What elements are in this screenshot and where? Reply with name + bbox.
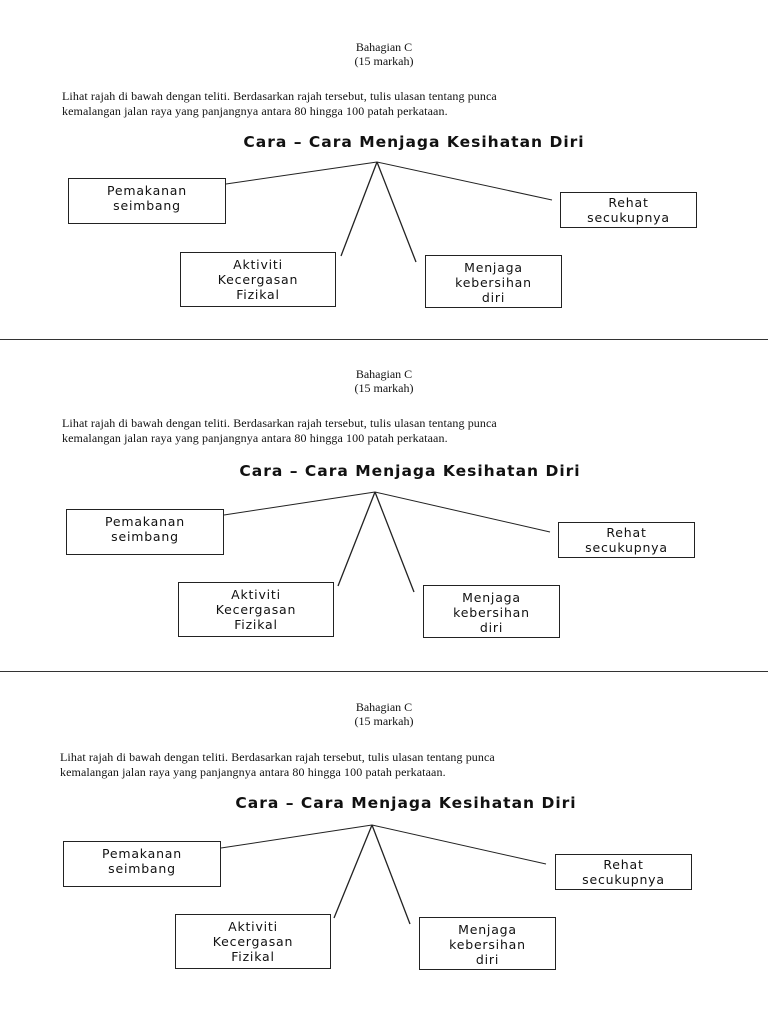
instruction-line-2: kemalangan jalan raya yang panjangnya antara 80 hingga 100 patah perkataan. xyxy=(62,104,448,118)
node-kebersihan: Menjaga kebersihan diri xyxy=(425,255,562,308)
section-marks: (15 markah) xyxy=(354,54,414,68)
section-marks: (15 markah) xyxy=(354,714,414,728)
node-pemakanan: Pemakanan seimbang xyxy=(68,178,226,224)
diagram-connectors xyxy=(0,660,768,994)
node-aktiviti: Aktiviti Kecergasan Fizikal xyxy=(175,914,331,969)
question-section-3 xyxy=(0,660,768,994)
section-title: Bahagian C xyxy=(355,40,413,54)
section-marks: (15 markah) xyxy=(354,381,414,395)
node-aktiviti: Aktiviti Kecergasan Fizikal xyxy=(180,252,336,307)
instruction-line-1: Lihat rajah di bawah dengan teliti. Berdasarkan rajah tersebut, tulis ulasan tentang punca xyxy=(62,89,497,103)
section-title: Bahagian C xyxy=(355,700,413,714)
node-rehat: Rehat secukupnya xyxy=(560,192,697,228)
diagram-title: Cara – Cara Menjaga Kesihatan Diri xyxy=(243,133,585,151)
instruction-line-1: Lihat rajah di bawah dengan teliti. Berdasarkan rajah tersebut, tulis ulasan tentang punca xyxy=(60,750,495,764)
diagram-connectors xyxy=(0,327,768,661)
diagram-title: Cara – Cara Menjaga Kesihatan Diri xyxy=(235,794,577,812)
instruction-line-2: kemalangan jalan raya yang panjangnya antara 80 hingga 100 patah perkataan. xyxy=(60,765,446,779)
diagram-title: Cara – Cara Menjaga Kesihatan Diri xyxy=(239,462,581,480)
node-kebersihan: Menjaga kebersihan diri xyxy=(423,585,560,638)
question-section-2 xyxy=(0,327,768,661)
node-pemakanan: Pemakanan seimbang xyxy=(63,841,221,887)
node-aktiviti: Aktiviti Kecergasan Fizikal xyxy=(178,582,334,637)
node-kebersihan: Menjaga kebersihan diri xyxy=(419,917,556,970)
instruction-line-1: Lihat rajah di bawah dengan teliti. Berdasarkan rajah tersebut, tulis ulasan tentang punca xyxy=(62,416,497,430)
instruction-line-2: kemalangan jalan raya yang panjangnya antara 80 hingga 100 patah perkataan. xyxy=(62,431,448,445)
node-rehat: Rehat secukupnya xyxy=(558,522,695,558)
section-title: Bahagian C xyxy=(355,367,413,381)
node-rehat: Rehat secukupnya xyxy=(555,854,692,890)
question-section-1 xyxy=(0,0,768,334)
node-pemakanan: Pemakanan seimbang xyxy=(66,509,224,555)
diagram-connectors xyxy=(0,0,768,334)
